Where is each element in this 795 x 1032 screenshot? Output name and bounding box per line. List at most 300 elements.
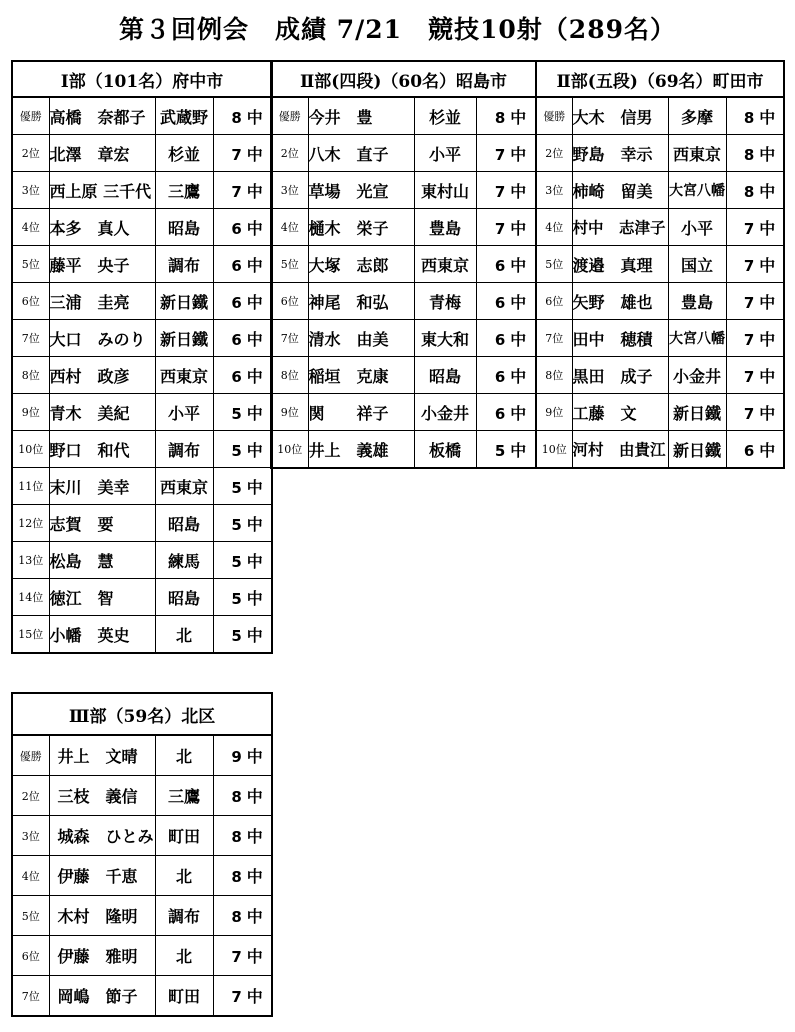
hit-mark: 中 [759,403,776,423]
name-cell: 松島 慧 [49,542,155,579]
score-cell [476,431,536,469]
name-cell: 大口 みのり [49,320,155,357]
club-cell: 町田 [155,976,213,1017]
name-cell: 徳江 智 [49,579,155,616]
score-value: 6 [231,219,242,238]
name-cell: 矢野 雄也 [572,283,668,320]
rank-cell: 4位 [12,209,49,246]
score-cell [213,896,272,936]
score-cell [726,135,784,172]
name-cell: 田中 穂積 [572,320,668,357]
name-cell: 渡邉 真理 [572,246,668,283]
result-row [536,246,784,283]
score-cell [213,816,272,856]
rank-cell: 3位 [12,172,49,209]
club-cell: 小平 [155,394,213,431]
club-cell: 小金井 [668,357,726,394]
hit-mark: 中 [246,907,263,926]
name-cell: 井上 義雄 [308,431,414,469]
rank-cell: 14位 [12,579,49,616]
hit-mark: 中 [759,144,776,164]
name-cell: 藤平 央子 [49,246,155,283]
hit-mark: 中 [246,144,263,164]
club-cell: 小金井 [414,394,476,431]
name-cell: 西上原 三千代 [49,172,155,209]
name-cell: 八木 直子 [308,135,414,172]
result-row [536,209,784,246]
score-value: 5 [494,441,506,460]
hit-mark: 中 [510,403,527,423]
rank-cell: 4位 [12,856,49,896]
rank-cell: 15位 [12,616,49,654]
club-cell: 昭島 [414,357,476,394]
name-cell: 伊藤 千恵 [49,856,155,896]
name-cell: 野島 幸示 [572,135,668,172]
score-value: 8 [231,908,242,926]
score-value: 5 [231,589,242,608]
rank-cell: 4位 [271,209,308,246]
result-row [271,172,536,209]
name-cell: 樋木 栄子 [308,209,414,246]
result-row [271,97,536,135]
hit-mark: 中 [759,181,776,201]
rank-cell: 8位 [536,357,572,394]
result-row [271,209,536,246]
hit-mark: 中 [246,477,263,497]
score-value: 8 [494,108,506,127]
name-cell: 西村 政彦 [49,357,155,394]
club-cell: 豊島 [414,209,476,246]
result-row [12,246,272,283]
score-cell [726,357,784,394]
club-cell: 昭島 [155,505,213,542]
result-row [271,394,536,431]
score-value: 5 [231,515,242,534]
hit-mark: 中 [246,747,263,766]
hit-mark: 中 [246,867,263,886]
score-cell [213,283,272,320]
result-row [12,816,272,856]
club-cell: 北 [155,856,213,896]
rank-cell: 4位 [536,209,572,246]
name-cell: 柿崎 留美 [572,172,668,209]
name-cell: 稲垣 克康 [308,357,414,394]
club-cell: 調布 [155,896,213,936]
name-cell: 野口 和代 [49,431,155,468]
score-cell [213,505,272,542]
score-cell [213,542,272,579]
score-value: 6 [231,367,242,386]
score-value: 7 [494,219,506,238]
name-cell: 今井 豊 [308,97,414,135]
rank-cell: 優勝 [12,97,49,135]
score-cell [213,735,272,776]
result-row [12,856,272,896]
result-row [12,542,272,579]
club-cell: 北 [155,735,213,776]
score-value: 5 [231,626,242,645]
score-value: 7 [494,182,506,201]
club-cell: 大宮八幡 [668,172,726,209]
rank-cell: 3位 [536,172,572,209]
score-cell [476,97,536,135]
rank-cell: 7位 [12,976,49,1017]
score-value: 5 [231,552,242,571]
result-row [12,357,272,394]
score-value: 6 [494,367,506,386]
score-value: 5 [231,404,242,423]
name-cell: 末川 美幸 [49,468,155,505]
name-cell: 黒田 成子 [572,357,668,394]
name-cell: 三枝 義信 [49,776,155,816]
score-value: 7 [494,145,506,164]
hit-mark: 中 [759,218,776,238]
club-cell: 昭島 [155,209,213,246]
hit-mark: 中 [246,947,263,966]
club-cell: 大宮八幡 [668,320,726,357]
rank-cell: 6位 [536,283,572,320]
score-cell [213,394,272,431]
club-cell: 調布 [155,431,213,468]
score-cell [213,468,272,505]
club-cell: 青梅 [414,283,476,320]
rank-cell: 3位 [12,816,49,856]
rank-cell: 5位 [271,246,308,283]
rank-cell: 9位 [12,394,49,431]
name-cell: 大塚 志郎 [308,246,414,283]
result-row [12,735,272,776]
score-cell [213,135,272,172]
result-row [12,135,272,172]
score-cell [213,246,272,283]
rank-cell: 2位 [271,135,308,172]
rank-cell: 7位 [271,320,308,357]
club-cell: 新日鐵 [155,283,213,320]
name-cell: 清水 由美 [308,320,414,357]
hit-mark: 中 [246,255,263,275]
score-cell [213,579,272,616]
rank-cell: 優勝 [536,97,572,135]
result-row [536,394,784,431]
rank-cell: 9位 [271,394,308,431]
rank-cell: 7位 [12,320,49,357]
score-value: 7 [743,219,755,238]
score-cell [476,283,536,320]
club-cell: 武蔵野 [155,97,213,135]
hit-mark: 中 [510,144,527,164]
name-cell: 北澤 章宏 [49,135,155,172]
score-value: 7 [743,404,755,423]
rank-cell: 3位 [271,172,308,209]
rank-cell: 優勝 [12,735,49,776]
hit-mark: 中 [246,329,263,349]
hit-mark: 中 [759,292,776,312]
name-cell: 井上 文晴 [49,735,155,776]
name-cell: 河村 由貴江 [572,431,668,469]
name-cell: 関 祥子 [308,394,414,431]
score-cell [476,394,536,431]
score-value: 6 [494,256,506,275]
rank-cell: 11位 [12,468,49,505]
hit-mark: 中 [510,218,527,238]
hit-mark: 中 [246,403,263,423]
hit-mark: 中 [246,514,263,534]
score-cell [213,357,272,394]
result-row [271,283,536,320]
result-row [12,209,272,246]
score-value: 7 [231,145,242,164]
division-header: Ⅱ部(四段)（60名）昭島市 [271,61,536,97]
club-cell: 豊島 [668,283,726,320]
hit-mark: 中 [510,329,527,349]
club-cell: 三鷹 [155,172,213,209]
result-row [12,976,272,1017]
rank-cell: 6位 [271,283,308,320]
club-cell: 小平 [414,135,476,172]
score-cell [213,856,272,896]
club-cell: 杉並 [155,135,213,172]
result-row [271,431,536,469]
results-table-division-2-godan [535,60,785,469]
score-value: 6 [494,404,506,423]
hit-mark: 中 [246,107,263,127]
result-row [12,579,272,616]
score-cell [726,246,784,283]
hit-mark: 中 [510,255,527,275]
hit-mark: 中 [759,255,776,275]
score-cell [726,172,784,209]
score-value: 5 [231,478,242,497]
score-value: 6 [231,293,242,312]
result-row [12,616,272,654]
score-cell [476,246,536,283]
score-cell [213,616,272,654]
result-row [271,357,536,394]
result-row [12,776,272,816]
hit-mark: 中 [246,827,263,846]
score-value: 6 [231,256,242,275]
rank-cell: 12位 [12,505,49,542]
club-cell: 小平 [668,209,726,246]
hit-mark: 中 [759,329,776,349]
result-row [12,896,272,936]
result-row [12,394,272,431]
score-value: 5 [231,441,242,460]
rank-cell: 5位 [12,246,49,283]
rank-cell: 8位 [271,357,308,394]
score-value: 6 [743,441,755,460]
name-cell: 岡嶋 節子 [49,976,155,1017]
score-cell [213,776,272,816]
score-value: 8 [743,145,755,164]
division-header: Ⅲ部（59名）北区 [12,693,272,735]
club-cell: 練馬 [155,542,213,579]
club-cell: 多摩 [668,97,726,135]
rank-cell: 7位 [536,320,572,357]
club-cell: 調布 [155,246,213,283]
score-value: 7 [231,988,242,1006]
hit-mark: 中 [246,366,263,386]
hit-mark: 中 [246,551,263,571]
result-row [536,283,784,320]
score-value: 8 [231,788,242,806]
score-cell [213,976,272,1017]
score-cell [213,209,272,246]
club-cell: 西東京 [414,246,476,283]
result-row [536,135,784,172]
hit-mark: 中 [510,292,527,312]
name-cell: 大木 信男 [572,97,668,135]
score-cell [726,320,784,357]
name-cell: 高橋 奈都子 [49,97,155,135]
page-title: 第３回例会 成績 7/21 競技10射（289名） [119,15,676,44]
score-cell [476,209,536,246]
hit-mark: 中 [246,625,263,645]
club-cell: 東村山 [414,172,476,209]
hit-mark: 中 [759,107,776,127]
hit-mark: 中 [246,987,263,1006]
result-row [536,172,784,209]
name-cell: 村中 志津子 [572,209,668,246]
name-cell: 木村 隆明 [49,896,155,936]
rank-cell: 10位 [271,431,308,469]
club-cell: 杉並 [414,97,476,135]
hit-mark: 中 [246,787,263,806]
club-cell: 町田 [155,816,213,856]
result-row [12,936,272,976]
score-cell [726,431,784,469]
hit-mark: 中 [510,181,527,201]
rank-cell: 2位 [12,135,49,172]
hit-mark: 中 [246,440,263,460]
score-value: 6 [231,330,242,349]
rank-cell: 10位 [536,431,572,469]
score-cell [726,97,784,135]
score-cell [213,431,272,468]
result-row [12,468,272,505]
result-row [12,320,272,357]
club-cell: 北 [155,936,213,976]
score-value: 7 [743,256,755,275]
name-cell: 青木 美紀 [49,394,155,431]
result-row [271,320,536,357]
name-cell: 小幡 英史 [49,616,155,654]
score-cell [213,936,272,976]
score-value: 9 [231,748,242,766]
results-table-division-1 [11,60,273,654]
name-cell: 城森 ひとみ [49,816,155,856]
results-table-division-2-yondan [270,60,537,469]
score-value: 6 [494,293,506,312]
hit-mark: 中 [246,181,263,201]
rank-cell: 6位 [12,283,49,320]
result-row [271,135,536,172]
result-row [12,431,272,468]
score-value: 8 [231,108,242,127]
score-value: 8 [231,868,242,886]
score-cell [213,320,272,357]
club-cell: 東大和 [414,320,476,357]
result-row [536,97,784,135]
rank-cell: 13位 [12,542,49,579]
score-cell [476,135,536,172]
hit-mark: 中 [510,366,527,386]
name-cell: 三浦 圭亮 [49,283,155,320]
rank-cell: 9位 [536,394,572,431]
score-value: 7 [231,948,242,966]
score-cell [213,172,272,209]
name-cell: 工藤 文 [572,394,668,431]
score-cell [726,394,784,431]
score-cell [476,357,536,394]
name-cell: 志賀 要 [49,505,155,542]
result-row [536,357,784,394]
hit-mark: 中 [246,588,263,608]
result-row [12,97,272,135]
result-row [271,246,536,283]
result-row [12,172,272,209]
rank-cell: 5位 [536,246,572,283]
name-cell: 本多 真人 [49,209,155,246]
club-cell: 新日鐵 [668,394,726,431]
rank-cell: 10位 [12,431,49,468]
score-cell [476,320,536,357]
hit-mark: 中 [759,366,776,386]
club-cell: 新日鐵 [668,431,726,469]
hit-mark: 中 [246,292,263,312]
rank-cell: 2位 [12,776,49,816]
name-cell: 神尾 和弘 [308,283,414,320]
hit-mark: 中 [510,440,527,460]
score-value: 8 [743,108,755,127]
result-row [12,505,272,542]
hit-mark: 中 [246,218,263,238]
club-cell: 昭島 [155,579,213,616]
score-value: 8 [231,828,242,846]
score-value: 7 [743,330,755,349]
score-cell [476,172,536,209]
rank-cell: 8位 [12,357,49,394]
name-cell: 草場 光宣 [308,172,414,209]
club-cell: 北 [155,616,213,654]
score-value: 7 [743,293,755,312]
club-cell: 西東京 [155,468,213,505]
hit-mark: 中 [510,107,527,127]
score-cell [213,97,272,135]
hit-mark: 中 [759,440,776,460]
score-cell [726,209,784,246]
rank-cell: 5位 [12,896,49,936]
division-header: Ⅰ部（101名）府中市 [12,61,272,97]
name-cell: 伊藤 雅明 [49,936,155,976]
club-cell: 国立 [668,246,726,283]
club-cell: 新日鐵 [155,320,213,357]
score-value: 7 [231,182,242,201]
rank-cell: 2位 [536,135,572,172]
score-value: 6 [494,330,506,349]
results-table-division-3 [11,692,273,1017]
score-value: 7 [743,367,755,386]
result-row [536,320,784,357]
rank-cell: 優勝 [271,97,308,135]
score-value: 8 [743,182,755,201]
club-cell: 西東京 [155,357,213,394]
result-row [12,283,272,320]
division-header: Ⅱ部(五段)（69名）町田市 [536,61,784,97]
rank-cell: 6位 [12,936,49,976]
club-cell: 板橋 [414,431,476,469]
club-cell: 三鷹 [155,776,213,816]
